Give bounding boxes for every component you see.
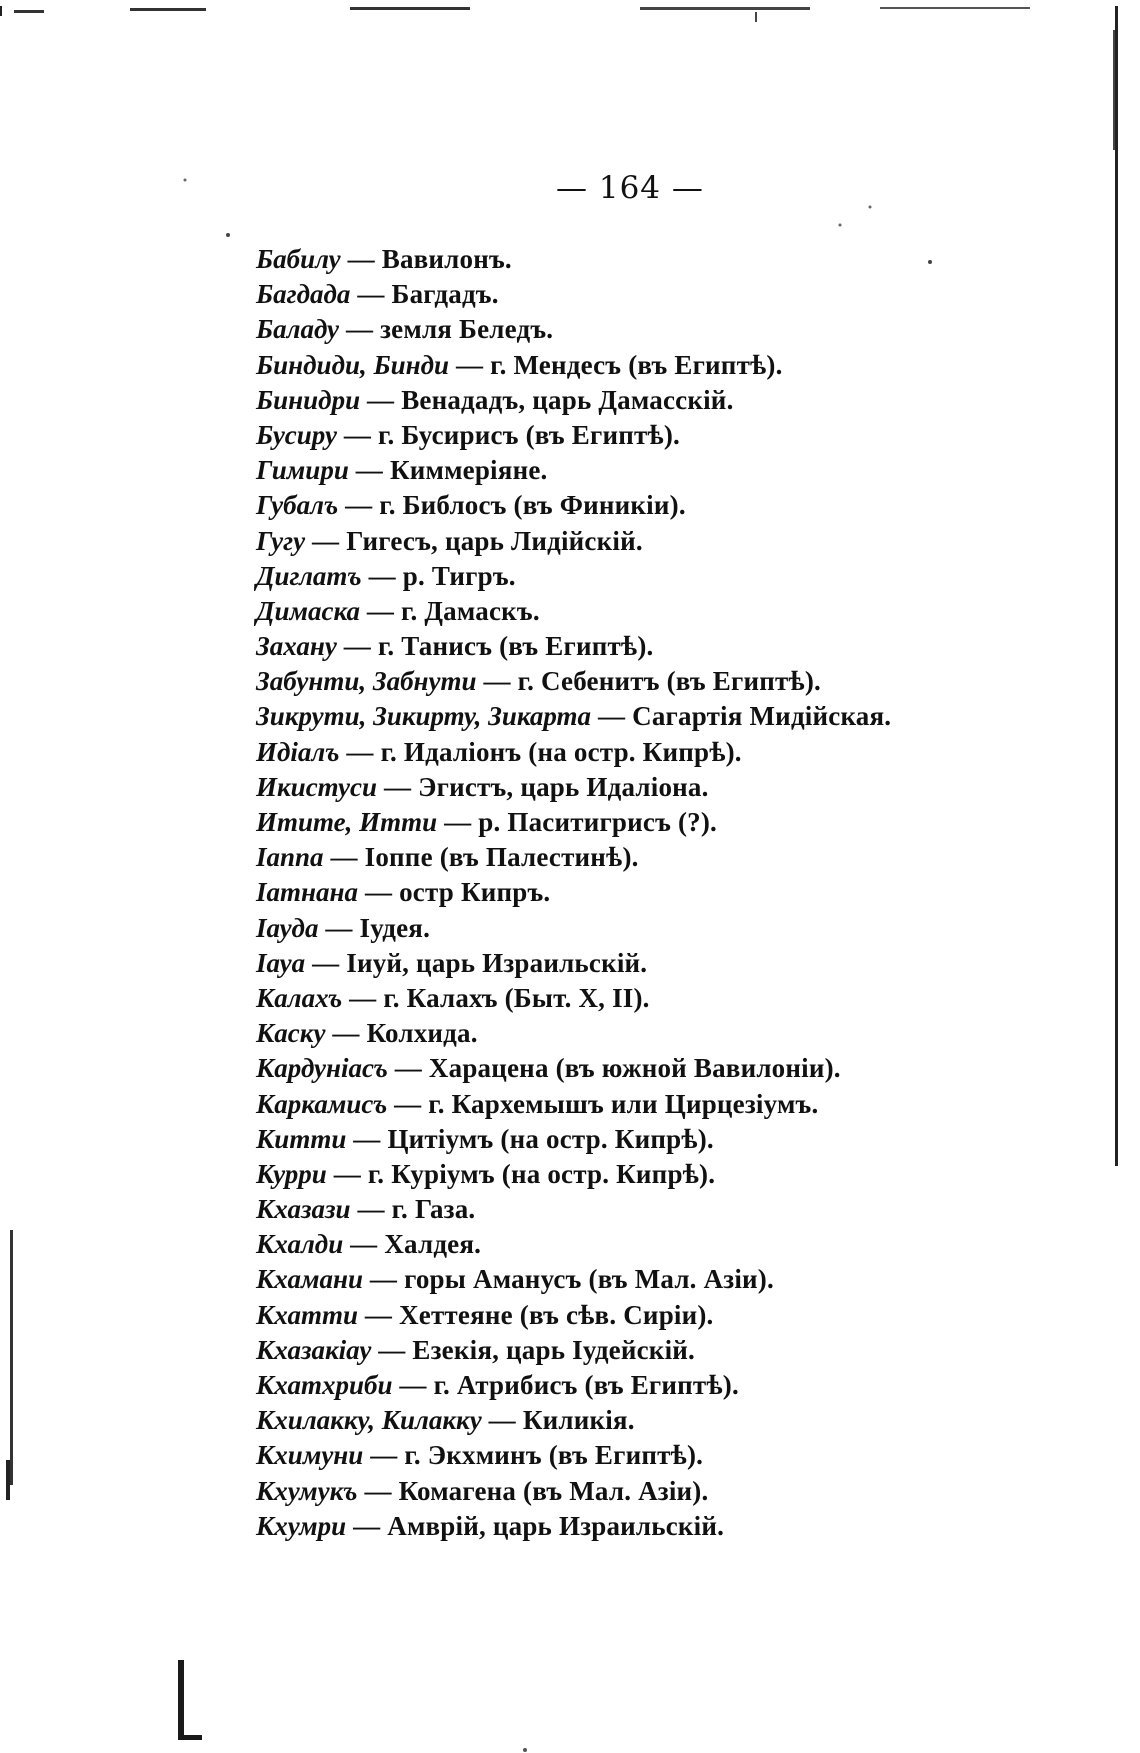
entry-term: Китти [256,1123,347,1154]
glossary-entry [256,770,891,805]
entry-term: Баладу [256,314,340,345]
glossary-entry [256,1333,891,1368]
entry-meaning: — Іоппе (въ Палестинѣ). [323,842,639,873]
entry-meaning: — Халдея. [343,1229,482,1260]
entry-term: Каркамисъ [256,1088,388,1119]
entry-meaning: — р. Тигръ. [361,560,516,591]
glossary-entry [256,383,891,418]
entry-meaning: — Комагена (въ Мал. Азіи). [357,1475,709,1506]
glossary-entry [256,348,891,383]
entry-meaning: — Іиуй, царь Израильскій. [305,947,648,978]
entry-meaning: — г. Дамаскъ. [359,595,540,626]
entry-term: Бинидри [256,384,361,415]
entry-term: Кхумри [256,1510,347,1541]
entry-term: Кхатти [256,1299,358,1330]
glossary-entry [256,911,891,946]
glossary-entry [256,277,891,312]
entry-meaning: — Вавилонъ. [340,244,512,274]
entry-term: Димаска [256,595,360,626]
entry-term: Багдада [256,279,351,310]
glossary-entry [256,1016,891,1051]
entry-meaning: — остр Кипръ. [358,877,551,908]
entry-meaning: — Колхида. [325,1018,478,1049]
entry-term: Диглатъ [256,560,362,591]
glossary-entry [256,312,891,347]
glossary-entry [256,1368,891,1403]
entry-term: Гугу [256,525,306,556]
entry-term: Кхазакіау [256,1334,372,1365]
entry-meaning: — г. Куріумъ (на остр. Кипрѣ). [326,1158,716,1189]
entry-term: Идіалъ [256,736,340,767]
glossary-entry [256,664,891,699]
entry-term: Икистуси [256,771,377,802]
glossary-entry [256,1262,891,1297]
entry-term: Бусиру [256,419,337,450]
glossary-entry [256,594,891,629]
entry-meaning: — Багдадъ. [350,279,499,310]
entry-term: Итите, Итти [256,807,438,837]
glossary-entry [256,559,891,594]
glossary-entry [256,1403,891,1438]
entry-term: Гимири [256,455,349,486]
entry-term: Кхумукъ [256,1475,358,1506]
glossary-entry [256,1509,891,1544]
glossary-entry [256,453,891,488]
glossary-entry [256,946,891,981]
glossary-list [256,242,891,1544]
glossary-entry [256,242,891,277]
entry-meaning: — Гигесъ, царь Лидійскій. [305,525,643,556]
entry-meaning: — Эгистъ, царь Идаліона. [377,771,709,802]
glossary-entry [256,1122,891,1157]
glossary-entry [256,1474,891,1509]
glossary-entry [256,1227,891,1262]
glossary-entry [256,735,891,770]
entry-term: Кхазази [256,1194,351,1225]
entry-term: Кхилакку, Килакку [256,1405,482,1436]
entry-meaning: — г. Мендесъ (въ Египтѣ). [449,349,783,380]
entry-meaning: — Киммеріяне. [348,455,548,486]
glossary-entry [256,699,891,734]
entry-meaning: — Іудея. [318,912,431,943]
entry-term: Іауда [256,912,319,943]
entry-term: Биндиди, Бинди [256,349,450,380]
glossary-entry [256,629,891,664]
entry-meaning: — земля Беледъ. [339,314,554,345]
entry-term: Забунти, Забнути [256,666,477,697]
glossary-entry [256,981,891,1016]
entry-term: Кардуніасъ [256,1053,388,1084]
entry-meaning: — Езекія, царь Іудейскій. [371,1334,695,1365]
glossary-entry [256,1192,891,1227]
entry-term: Бабилу [256,244,341,274]
entry-term: Калахъ [256,982,343,1013]
entry-meaning: — Венададъ, царь Дамасскій. [360,384,734,415]
entry-term: Захану [256,631,337,662]
entry-meaning: — г. Идаліонъ (на остр. Кипрѣ). [339,736,742,767]
entry-term: Іаппа [256,842,324,873]
entry-meaning: — г. Атрибисъ (въ Египтѣ). [392,1370,739,1400]
entry-term: Кхалди [256,1229,344,1260]
entry-meaning: — Цитіумъ (на остр. Кипрѣ). [346,1123,714,1154]
entry-meaning: — г. Бусирисъ (въ Египтѣ). [336,419,680,450]
entry-meaning: — Харацена (въ южной Вавилоніи). [387,1053,841,1084]
entry-term: Кхатхриби [256,1370,393,1400]
glossary-entry [256,1438,891,1473]
entry-meaning: — г. Калахъ (Быт. X, II). [342,982,650,1013]
entry-meaning: — Амврій, царь Израильскій. [346,1510,725,1541]
glossary-entry [256,1298,891,1333]
entry-meaning: — горы Аманусъ (въ Мал. Азіи). [362,1264,774,1295]
entry-meaning: — г. Библосъ (въ Финикіи). [338,490,686,521]
entry-meaning: — г. Танисъ (въ Египтѣ). [336,631,654,662]
glossary-entry [256,840,891,875]
entry-term: Іауа [256,947,306,978]
glossary-entry [256,524,891,559]
entry-term: Зикрути, Зикирту, Зикарта [256,701,592,732]
entry-meaning: — Хеттеяне (въ сѣв. Сиріи). [357,1299,714,1330]
glossary-entry [256,875,891,910]
entry-meaning: — р. Паситигрисъ (?). [437,807,717,837]
glossary-entry [256,1157,891,1192]
entry-term: Іатнана [256,877,358,908]
entry-meaning: — г. Кархемышъ или Цирцезіумъ. [387,1088,819,1119]
entry-meaning: — г. Газа. [350,1194,476,1225]
glossary-entry [256,1051,891,1086]
glossary-entry [256,418,891,453]
glossary-entry [256,488,891,523]
entry-meaning: — г. Экхминъ (въ Египтѣ). [363,1440,704,1471]
entry-meaning: — Киликія. [481,1405,635,1436]
entry-term: Кхамани [256,1264,363,1295]
entry-term: Каску [256,1018,326,1049]
entry-term: Кхимуни [256,1440,364,1471]
entry-term: Курри [256,1158,327,1189]
glossary-entry [256,1087,891,1122]
entry-term: Губалъ [256,490,339,521]
entry-meaning: — Сагартія Мидійская. [591,701,892,732]
glossary-entry [256,805,891,840]
page-number: — 164 — [556,170,704,206]
entry-meaning: — г. Себенитъ (въ Египтѣ). [476,666,821,697]
